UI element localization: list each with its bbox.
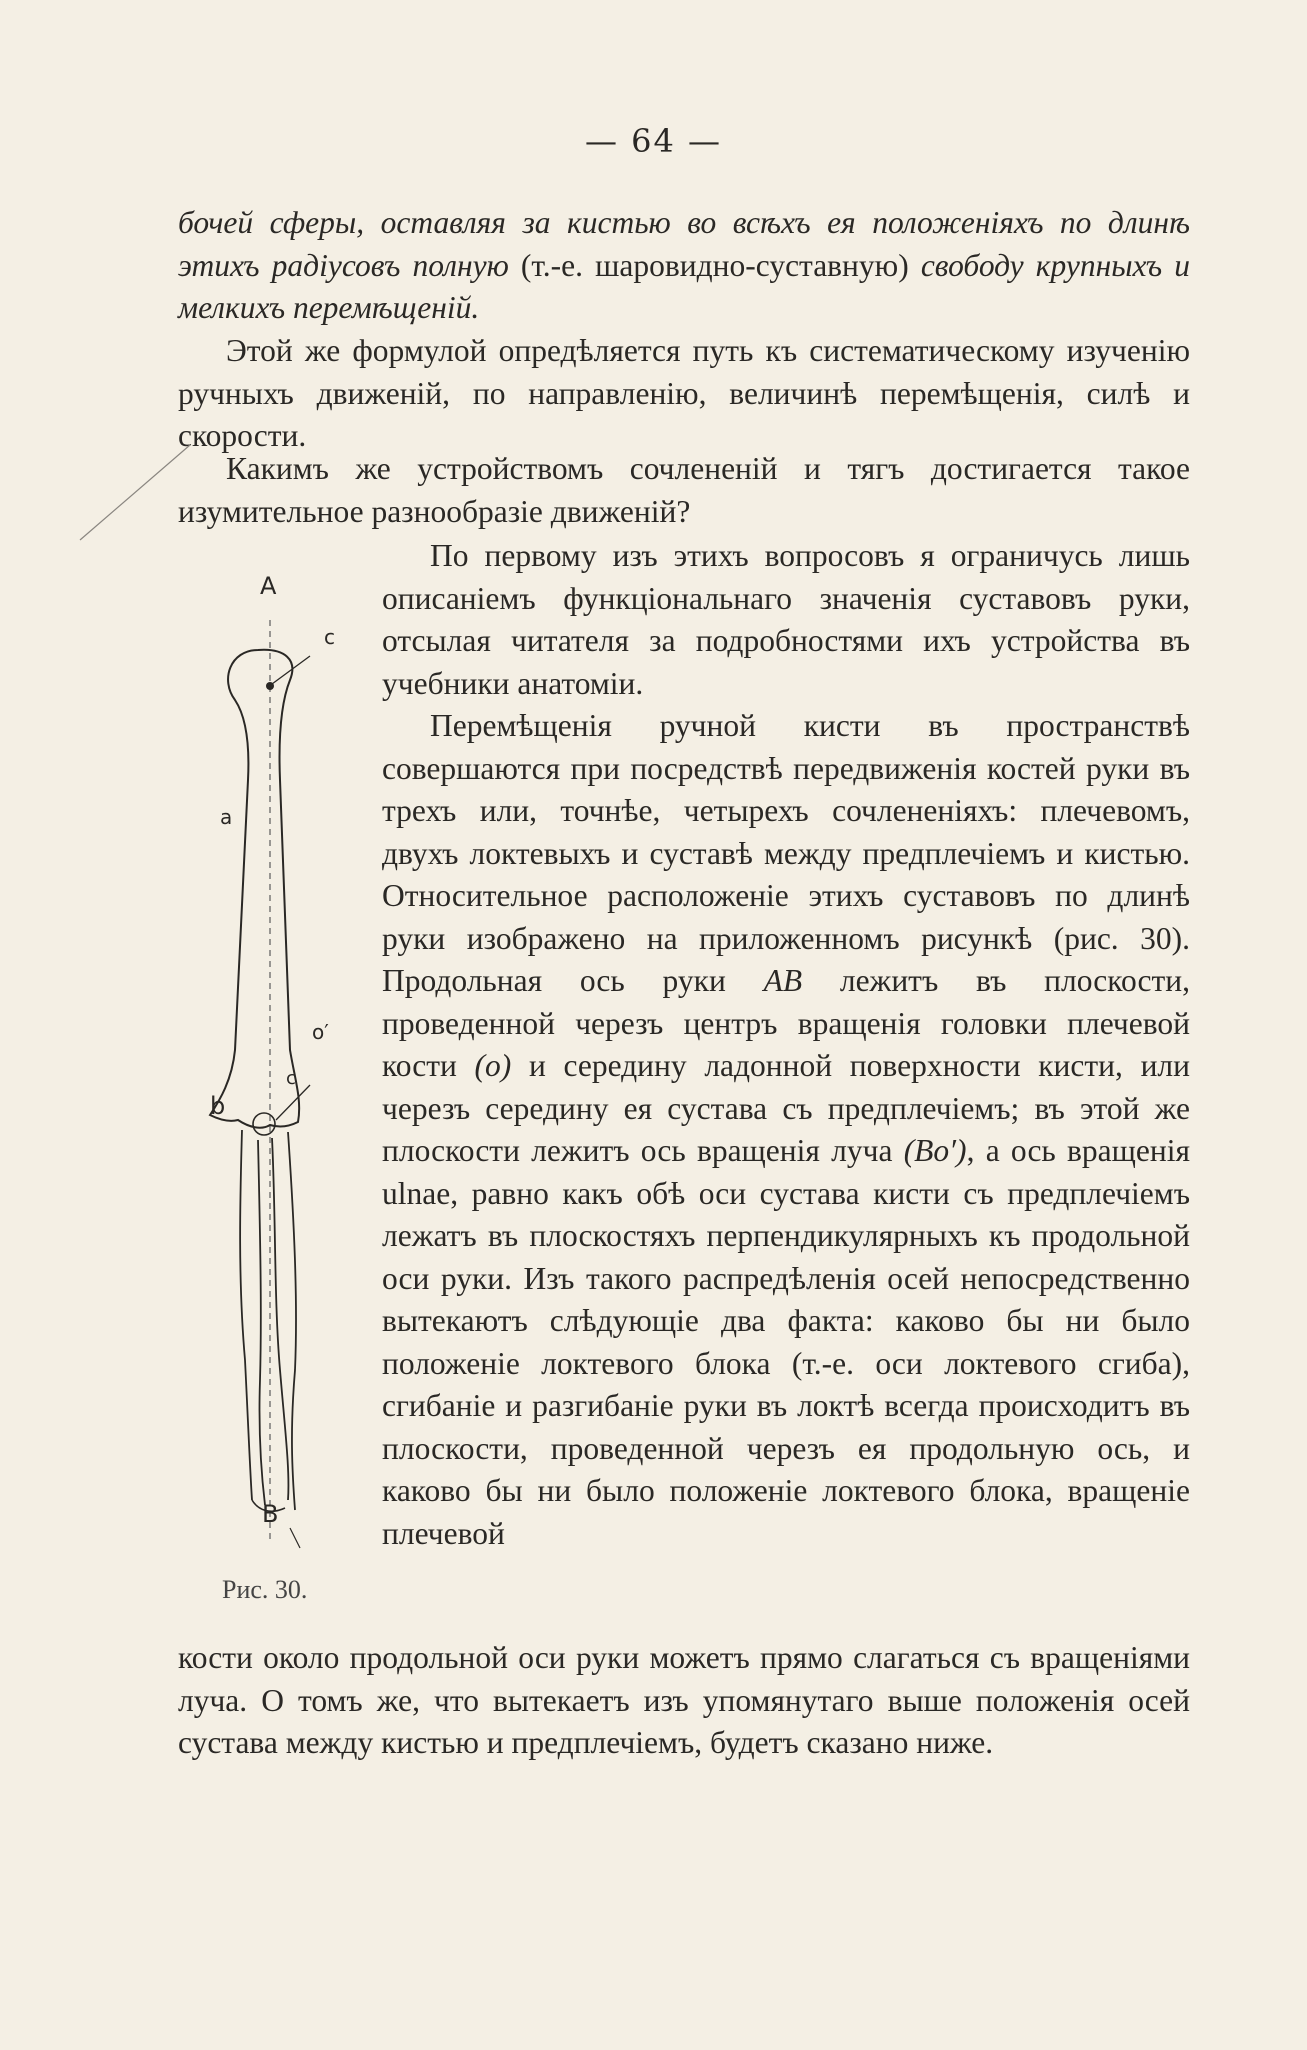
paragraph-1-italic: бочей сферы, оставляя за кистью во всѣхъ ея положеніяхъ по длинѣ этихъ радіусовъ полную: [178, 205, 1190, 283]
figure-label-B: B: [262, 1500, 279, 1528]
point-o-label: (o): [474, 1048, 512, 1083]
figure-label-o-prime: o′: [312, 1020, 329, 1044]
paragraph-5-part-a: Перемѣщенія ручной кисти въ пространствѣ совершаются при посредствѣ передвиженія костей руки въ трехъ или, точнѣе, четырехъ сочлененіяхъ: плечевомъ, двухъ локтевыхъ и суставѣ между предплечіемъ и кистью. Относительное расположеніе этихъ суставовъ по длинѣ руки изображено на приложенномъ рисункѣ (рис. 30). Продольная ось руки: [382, 708, 1190, 998]
paragraph-1-normal: (т.-е. шаровидно-суставную): [508, 247, 921, 283]
arm-bones-figure: [190, 572, 360, 1600]
paragraph-3: [178, 448, 1190, 533]
pencil-mark-icon: [70, 440, 200, 550]
paragraph-5-part-b: лежитъ въ плоскости, проведенной черезъ центръ вращенія головки плечевой кости: [382, 963, 1190, 1083]
column-text: [382, 535, 1190, 1555]
paragraph-2: [178, 330, 1190, 458]
paragraph-1-italic-end: свободу крупныхъ и мелкихъ перемѣщеній.: [178, 247, 1190, 325]
arm-bones-drawing: [190, 580, 360, 1580]
figure-label-c-mid: c: [286, 1068, 296, 1089]
figure-label-A: A: [260, 572, 277, 600]
paragraph-5-part-c: и середину ладонной поверхности кисти, или черезъ середину ея сустава съ предплечіемъ; въ этой же плоскости лежитъ ось вращенія луча: [382, 1048, 1190, 1168]
figure-label-c-top: c: [324, 625, 335, 649]
axis-ab-label: AB: [763, 963, 803, 998]
paragraph-5-part-d: , а ось вращенія ulnae, равно какъ обѣ оси сустава кисти съ предплечіемъ лежатъ въ плоскостяхъ перпендикулярныхъ къ продольной оси руки. Изъ такого распредѣленія осей непосредственно вытекаютъ слѣдующіе два факта: каково бы ни было положеніе локтевого блока (т.-е. оси локтевого сгиба), сгибаніе и разгибаніе руки въ локтѣ всегда происходитъ въ плоскости, проведенной черезъ ея продольную ось, и каково бы ни было положеніе локтевого блока, вращеніе плечевой: [382, 1133, 1190, 1551]
paragraph-1: [178, 202, 1190, 330]
paragraph-5-text: [382, 705, 1190, 1555]
paragraph-6-text: кости около продольной оси руки можетъ прямо слагаться съ вращеніями луча. О томъ же, что вытекаетъ изъ упомянутаго выше положенія осей сустава между кистью и предплечіемъ, будетъ сказано ниже.: [178, 1640, 1190, 1760]
paragraph-2-text: Этой же формулой опредѣляется путь къ систематическому изученію ручныхъ движеній, по направленію, величинѣ перемѣщенія, силѣ и скорости.: [178, 333, 1190, 453]
axis-bo-label: (Bo′): [903, 1133, 967, 1168]
figure-caption: Рис. 30.: [222, 1575, 308, 1604]
figure-label-b: b: [210, 1092, 226, 1120]
figure-label-a: a: [220, 805, 233, 829]
page-number: — 64 —: [584, 122, 723, 160]
paragraph-4-text: По первому изъ этихъ вопросовъ я ограничусь лишь описаніемъ функціональнаго значенія суставовъ руки, отсылая читателя за подробностями ихъ устройства въ учебники анатоміи.: [382, 538, 1190, 701]
paragraph-6: [178, 1637, 1190, 1765]
paragraph-3-text: Какимъ же устройствомъ сочлененій и тягъ достигается такое изумительное разнообразіе движеній?: [178, 451, 1190, 529]
